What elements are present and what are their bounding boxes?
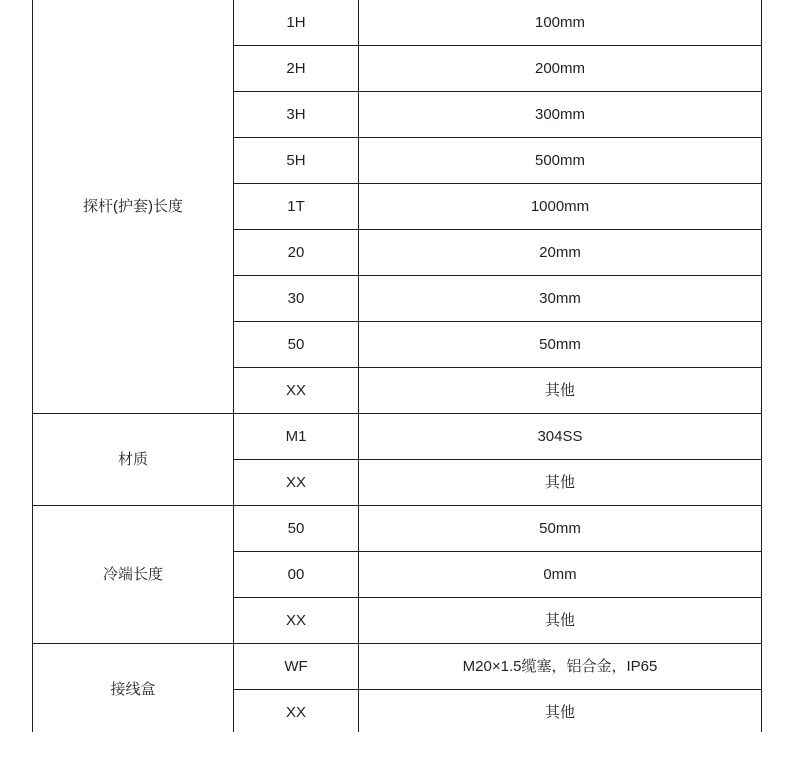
group-cell-probe-length: 探杆(护套)长度 xyxy=(33,0,234,414)
code-cell: M1 xyxy=(234,414,359,460)
code-cell: 00 xyxy=(234,552,359,598)
description-cell: 30mm xyxy=(359,276,762,322)
code-cell: 5H xyxy=(234,138,359,184)
code-cell: 1H xyxy=(234,0,359,46)
table-body xyxy=(33,0,762,736)
description-cell: M20×1.5缆塞，铝合金，IP65 xyxy=(359,644,762,690)
description-cell: 300mm xyxy=(359,92,762,138)
description-cell: 其他 xyxy=(359,690,762,736)
description-cell: 其他 xyxy=(359,368,762,414)
code-cell: 50 xyxy=(234,322,359,368)
code-cell: 30 xyxy=(234,276,359,322)
description-cell: 20mm xyxy=(359,230,762,276)
code-cell: 50 xyxy=(234,506,359,552)
code-cell: XX xyxy=(234,598,359,644)
description-cell: 200mm xyxy=(359,46,762,92)
description-cell: 100mm xyxy=(359,0,762,46)
specification-table xyxy=(32,0,762,736)
code-cell: 3H xyxy=(234,92,359,138)
description-cell: 50mm xyxy=(359,322,762,368)
code-cell: 1T xyxy=(234,184,359,230)
page-bottom-margin xyxy=(0,732,790,765)
description-cell: 其他 xyxy=(359,598,762,644)
table-row xyxy=(33,0,762,46)
table-row xyxy=(33,506,762,552)
description-cell: 304SS xyxy=(359,414,762,460)
table-row xyxy=(33,414,762,460)
code-cell: 2H xyxy=(234,46,359,92)
description-cell: 其他 xyxy=(359,460,762,506)
description-cell: 0mm xyxy=(359,552,762,598)
description-cell: 1000mm xyxy=(359,184,762,230)
group-cell-cold-end-length: 冷端长度 xyxy=(33,506,234,644)
group-cell-material: 材质 xyxy=(33,414,234,506)
code-cell: XX xyxy=(234,368,359,414)
code-cell: WF xyxy=(234,644,359,690)
description-cell: 50mm xyxy=(359,506,762,552)
group-cell-junction-box: 接线盒 xyxy=(33,644,234,736)
description-cell: 500mm xyxy=(359,138,762,184)
table-row xyxy=(33,644,762,690)
code-cell: XX xyxy=(234,460,359,506)
code-cell: XX xyxy=(234,690,359,736)
code-cell: 20 xyxy=(234,230,359,276)
